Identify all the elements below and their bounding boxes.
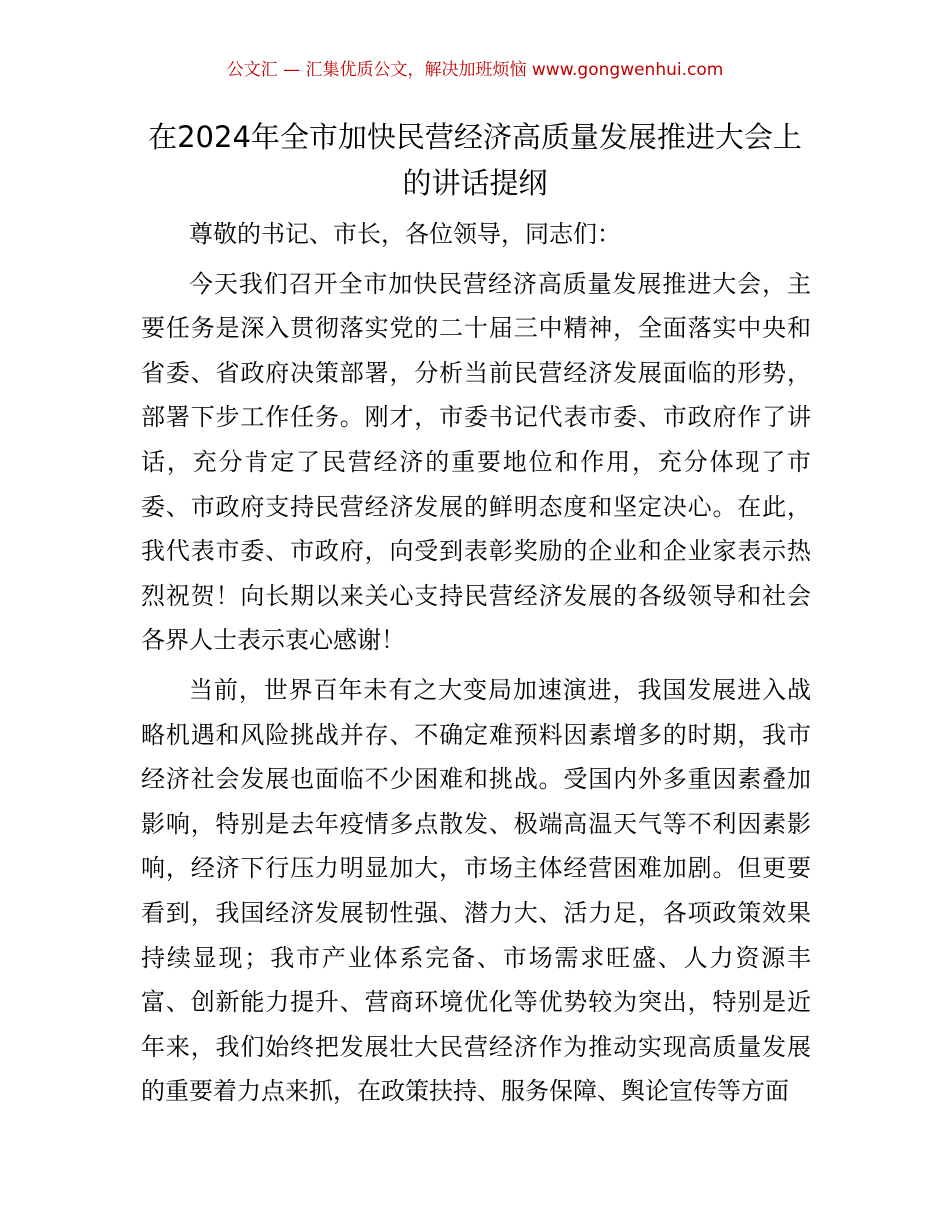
paragraph-1: 今天我们召开全市加快民营经济高质量发展推进大会，主要任务是深入贯彻落实党的二十届三中精神，全面落实中央和省委、省政府决策部署，分析当前民营经济发展面临的形势，部署下步工作任务。刚才，市委书记代表市委、市政府作了讲话，充分肯定了民营经济的重要地位和作用，充分体现了市委、市政府支持民营经济发展的鲜明态度和坚定决心。在此，我代表市委、市政府，向受到表彰奖励的企业和企业家表示热烈祝贺！向长期以来关心支持民营经济发展的各级领导和社会各界人士表示衷心感谢！ — [141, 269, 811, 655]
page-header-banner: 公文汇 — 汇集优质公文，解决加班烦恼 www.gongwenhui.com — [226, 60, 724, 80]
document-body — [141, 212, 811, 1119]
document-title: 在2024年全市加快民营经济高质量发展推进大会上的讲话提纲 — [148, 120, 802, 200]
salutation: 尊敬的书记、市长，各位领导，同志们： — [189, 220, 621, 248]
paragraph-2: 当前，世界百年未有之大变局加速演进，我国发展进入战略机遇和风险挑战并存、不确定难预料因素增多的时期，我市经济社会发展也面临不少困难和挑战。受国内外多重因素叠加影响，特别是去年疫情多点散发、极端高温天气等不利因素影响，经济下行压力明显加大，市场主体经营困难加剧。但更要看到，我国经济发展韧性强、潜力大、活力足，各项政策效果持续显现；我市产业体系完备、市场需求旺盛、人力资源丰富、创新能力提升、营商环境优化等优势较为突出，特别是近年来，我们始终把发展壮大民营经济作为推动实现高质量发展的重要着力点来抓，在政策扶持、服务保障、舆论宣传等方面 — [141, 675, 811, 1106]
